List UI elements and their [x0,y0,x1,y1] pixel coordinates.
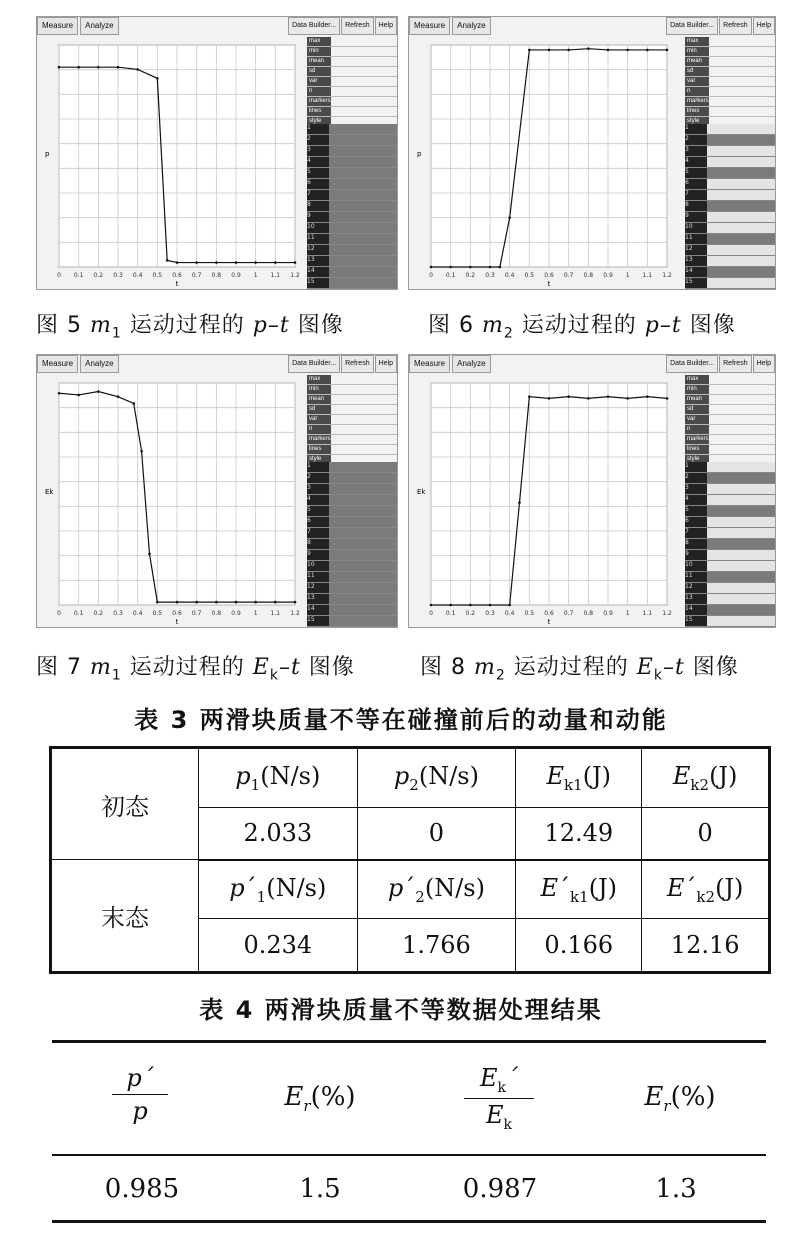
data-point [548,397,551,400]
stat-row: n [307,87,397,97]
stat-row: var [307,77,397,87]
x-tick-label: 1 [253,610,258,617]
data-point [567,395,570,398]
table-row[interactable]: 13 [307,256,397,267]
x-tick-label: 0.2 [465,610,476,617]
x-tick-label: 0.2 [465,272,476,279]
table-row[interactable]: 7 [685,528,775,539]
data-point [77,394,80,397]
table-row[interactable]: 15 [685,616,775,627]
error-header-1: $E_r(\%)$ [284,1082,356,1116]
x-tick-label: 0.1 [445,272,456,279]
x-tick-label: 0.7 [563,610,574,617]
p-t-plot-m2 [409,35,677,289]
data-point [469,266,472,269]
data-point [587,397,590,400]
data-point [58,392,61,395]
data-point [136,68,139,71]
table-row[interactable]: 11 [307,234,397,245]
option-row[interactable]: lines [685,107,775,117]
table-row[interactable]: 5 [685,506,775,517]
table-row[interactable]: 2 [685,135,775,146]
refresh-button[interactable]: Refresh [341,17,374,35]
y-axis-label: p [45,150,50,158]
data-point [274,261,277,264]
table-row[interactable]: 7 [307,528,397,539]
stat-row: min [685,385,775,395]
y-axis-label: Ek [45,488,54,496]
x-tick-label: 1.2 [662,272,672,279]
header-cell: $p´_1(N/s)$ [199,860,358,919]
header-cell: $E_{k2}(J)$ [642,748,770,808]
table-row[interactable]: 4 [307,495,397,506]
stat-row: max [307,375,397,385]
data-point [235,261,238,264]
x-tick-label: 0.7 [191,610,202,617]
table-3 [49,746,771,974]
data-point [646,49,649,52]
stat-row: sd [307,67,397,77]
table-row[interactable]: 13 [685,256,775,267]
x-tick-label: 1.1 [270,610,281,617]
table-row[interactable]: 10 [307,561,397,572]
table-row[interactable]: 3 [685,146,775,157]
stat-row: sd [307,405,397,415]
data-point [156,601,159,604]
table-row[interactable]: 3 [685,484,775,495]
table-row[interactable]: 2 [307,135,397,146]
data-point [518,501,521,504]
x-tick-label: 0.5 [152,610,163,617]
y-axis-label: p [417,150,422,158]
x-tick-label: 0.4 [504,610,515,617]
table-row[interactable]: 9 [307,212,397,223]
table-row[interactable]: 11 [685,572,775,583]
table-row[interactable]: 2 [685,473,775,484]
header-cell: $E_{k1}(J)$ [516,748,642,808]
x-tick-label: 0.6 [172,610,182,617]
x-tick-label: 0.7 [563,272,574,279]
data-point [508,604,511,607]
table-row[interactable]: 14 [685,605,775,616]
x-tick-label: 0.1 [73,272,84,279]
data-point [77,66,80,69]
table-row[interactable]: 8 [685,201,775,212]
x-tick-label: 0 [57,272,61,279]
x-tick-label: 1 [625,610,630,617]
table-row[interactable]: 7 [685,190,775,201]
table-4-title: 表 4 两滑块质量不等数据处理结果 [199,996,603,1024]
data-side-panel [685,37,775,289]
header-cell: $p´_2(N/s)$ [357,860,516,919]
data-side-panel [685,375,775,627]
table-4-top-rule [52,1040,766,1043]
figure-6-caption: 图 6 $m_2$ 运动过程的 p–t 图像 [428,313,736,342]
x-tick-label: 0.5 [524,610,535,617]
x-tick-label: 0.2 [93,610,104,617]
table-row[interactable]: 8 [685,539,775,550]
data-point [235,601,238,604]
data-point [528,49,531,52]
stat-row: sd [685,405,775,415]
value-cell: 2.033 [199,807,358,860]
data-point [666,397,669,400]
option-row[interactable]: lines [307,107,397,117]
data-point [548,49,551,52]
option-row[interactable]: style [685,117,775,127]
data-point [254,261,257,264]
error-header-2: $E_r(\%)$ [644,1082,716,1116]
stat-row: min [307,47,397,57]
stat-row: mean [685,57,775,67]
option-row[interactable]: lines [307,445,397,455]
help-button[interactable]: Help [753,17,775,35]
data-point [58,66,61,69]
option-row[interactable]: markers [307,97,397,107]
stat-row: max [685,375,775,385]
table-row[interactable]: 14 [307,267,397,278]
x-tick-label: 0.5 [152,272,163,279]
ratio-ek-header: $E_k´$ $E_k$ [464,1064,534,1133]
table-row[interactable]: 4 [685,495,775,506]
table-row[interactable]: 6 [307,517,397,528]
data-point [626,397,629,400]
data-point [646,395,649,398]
option-row[interactable]: markers [685,435,775,445]
data-side-panel [307,37,397,289]
help-button[interactable]: Help [753,355,775,373]
x-tick-label: 0.4 [132,610,143,617]
x-tick-label: 0 [57,610,61,617]
x-tick-label: 0.3 [485,272,495,279]
option-row[interactable]: style [307,117,397,127]
x-tick-label: 0.1 [445,610,456,617]
table-row[interactable]: 10 [685,223,775,234]
stat-row: min [685,47,775,57]
figure-7-caption: 图 7 $m_1$ 运动过程的 $E_k-t$ 图像 [36,655,355,684]
table-row[interactable]: 2 [307,473,397,484]
x-tick-label: 1.1 [642,272,653,279]
x-tick-label: 0.9 [231,272,241,279]
table-row[interactable]: 9 [685,212,775,223]
x-tick-label: 1 [625,272,630,279]
x-tick-label: 0.8 [211,272,222,279]
value-cell: 1.5 [299,1174,341,1204]
data-point [195,601,198,604]
table-row[interactable]: 5 [307,506,397,517]
header-cell: $E´_{k2}(J)$ [642,860,770,919]
data-point [215,601,218,604]
value-cell: 0.985 [104,1174,180,1204]
table-row[interactable]: 11 [685,234,775,245]
data-point [117,66,120,69]
data-builder-button[interactable]: Data Builder... [288,17,340,35]
data-point [254,601,257,604]
stat-row: max [685,37,775,47]
stat-row: var [307,415,397,425]
x-tick-label: 0.3 [113,272,123,279]
value-cell: 0.166 [516,919,642,973]
x-axis-label: t [175,280,179,288]
stat-row: min [307,385,397,395]
x-tick-label: 0.3 [485,610,495,617]
option-row[interactable]: markers [685,97,775,107]
x-tick-label: 0.9 [603,610,613,617]
data-point [430,266,433,269]
table-row[interactable]: 4 [685,157,775,168]
stat-row: mean [307,395,397,405]
table-row[interactable]: 8 [307,539,397,550]
data-point [430,604,433,607]
table-row[interactable]: 12 [307,245,397,256]
data-point [97,66,100,69]
table-row[interactable]: 5 [307,168,397,179]
data-point [176,601,179,604]
x-tick-label: 1.2 [662,610,672,617]
table-row[interactable]: 12 [685,245,775,256]
data-point [215,261,218,264]
measure-tab[interactable]: Measure [37,17,78,35]
data-point [449,266,452,269]
data-point [176,261,179,264]
analyze-tab[interactable]: Analyze [80,17,118,35]
table-row[interactable]: 10 [685,561,775,572]
x-tick-label: 1.1 [642,610,653,617]
data-point [140,450,143,453]
x-axis-label: t [547,618,551,626]
table-4-mid-rule [52,1154,766,1156]
data-point [607,395,610,398]
header-cell: $p_1(N/s)$ [199,748,358,808]
table-row[interactable]: 1 [685,462,775,473]
figure-5-screenshot [36,16,398,290]
data-point [156,77,159,80]
figure-5-caption: 图 5 $m_1$ 运动过程的 p–t 图像 [36,313,344,342]
initial-state-label: 初态 [51,748,199,860]
help-button[interactable]: Help [375,17,397,35]
header-cell: $E´_{k1}(J)$ [516,860,642,919]
data-point [294,261,297,264]
data-point [607,49,610,52]
table-row[interactable]: 12 [307,583,397,594]
table-row[interactable]: 13 [685,594,775,605]
header-cell: $p_2(N/s)$ [357,748,516,808]
data-point [666,49,669,52]
data-point [508,216,511,219]
figure-6-screenshot [408,16,776,290]
x-tick-label: 0.4 [132,272,143,279]
x-axis-label: t [175,618,179,626]
refresh-button[interactable]: Refresh [719,17,752,35]
stat-row: n [307,425,397,435]
table-3-title: 表 3 两滑块质量不等在碰撞前后的动量和动能 [134,706,668,734]
ek-t-plot-m2 [409,373,677,627]
value-cell: 0 [357,807,516,860]
refresh-button[interactable]: Refresh [341,355,374,373]
stat-row: mean [685,395,775,405]
x-tick-label: 0.6 [172,272,182,279]
measure-tab[interactable]: Measure [409,355,450,373]
data-point [294,601,297,604]
table-row[interactable]: 3 [307,146,397,157]
data-point [449,604,452,607]
option-row[interactable]: style [685,455,775,465]
value-cell: 0.234 [199,919,358,973]
p-t-plot-m1 [37,35,305,289]
option-row[interactable]: style [307,455,397,465]
table-row[interactable]: 15 [307,278,397,289]
table-row[interactable]: 14 [685,267,775,278]
table-row[interactable]: 6 [685,517,775,528]
stat-row: n [685,425,775,435]
table-row[interactable]: 1 [307,462,397,473]
option-row[interactable]: markers [307,435,397,445]
figure-7-screenshot [36,354,398,628]
table-row[interactable]: 7 [307,190,397,201]
x-tick-label: 0.4 [504,272,515,279]
figure-8-caption: 图 8 $m_2$ 运动过程的 $E_k-t$ 图像 [420,655,739,684]
value-cell: 1.3 [655,1174,697,1204]
data-builder-button[interactable]: Data Builder... [666,355,718,373]
table-4-bottom-rule [52,1220,766,1223]
x-axis-label: t [547,280,551,288]
x-tick-label: 0.1 [73,610,84,617]
value-cell: 0.987 [462,1174,538,1204]
data-point [274,601,277,604]
data-point [499,266,502,269]
data-point [626,49,629,52]
table-row[interactable]: 4 [307,157,397,168]
data-builder-button[interactable]: Data Builder... [288,355,340,373]
table-row[interactable]: 14 [307,605,397,616]
ek-t-plot-m1 [37,373,305,627]
stat-row: max [307,37,397,47]
value-cell: 1.766 [357,919,516,973]
analyze-tab[interactable]: Analyze [452,17,490,35]
x-tick-label: 1.2 [290,610,300,617]
x-tick-label: 0.2 [93,272,104,279]
x-tick-label: 0.8 [583,610,594,617]
table-row[interactable]: 10 [307,223,397,234]
stat-row: sd [685,67,775,77]
x-tick-label: 0.9 [603,272,613,279]
table-row[interactable]: 6 [307,179,397,190]
help-button[interactable]: Help [375,355,397,373]
x-tick-label: 0.3 [113,610,123,617]
table-row[interactable]: 8 [307,201,397,212]
x-tick-label: 0.6 [544,272,554,279]
data-point [567,49,570,52]
x-tick-label: 0.8 [211,610,222,617]
x-tick-label: 0 [429,272,433,279]
y-axis-label: Ek [417,488,426,496]
table-row[interactable]: 6 [685,179,775,190]
data-point [117,395,120,398]
table-row[interactable]: 11 [307,572,397,583]
x-tick-label: 1.1 [270,272,281,279]
data-builder-button[interactable]: Data Builder... [666,17,718,35]
x-tick-label: 0.5 [524,272,535,279]
value-cell: 12.16 [642,919,770,973]
table-row[interactable]: 13 [307,594,397,605]
measure-tab[interactable]: Measure [37,355,78,373]
table-row[interactable]: 12 [685,583,775,594]
table-row[interactable]: 1 [307,124,397,135]
final-state-label: 末态 [51,860,199,973]
x-tick-label: 0.7 [191,272,202,279]
x-tick-label: 0.9 [231,610,241,617]
x-tick-label: 1.2 [290,272,300,279]
stat-row: var [685,415,775,425]
data-side-panel [307,375,397,627]
stat-row: n [685,87,775,97]
analyze-tab[interactable]: Analyze [452,355,490,373]
table-row[interactable]: 5 [685,168,775,179]
option-row[interactable]: lines [685,445,775,455]
table-row[interactable]: 1 [685,124,775,135]
stat-row: mean [307,57,397,67]
ratio-p-header: p´ p [112,1064,168,1125]
data-point [195,261,198,264]
data-point [489,266,492,269]
x-tick-label: 0.8 [583,272,594,279]
x-tick-label: 1 [253,272,258,279]
x-tick-label: 0 [429,610,433,617]
data-point [489,604,492,607]
data-point [97,390,100,393]
table-row[interactable]: 3 [307,484,397,495]
value-cell: 0 [642,807,770,860]
figure-8-screenshot [408,354,776,628]
stat-row: var [685,77,775,87]
data-point [132,402,135,405]
measure-tab[interactable]: Measure [409,17,450,35]
x-tick-label: 0.6 [544,610,554,617]
table-row[interactable]: 15 [685,278,775,289]
table-row[interactable]: 9 [307,550,397,561]
data-point [148,552,151,555]
analyze-tab[interactable]: Analyze [80,355,118,373]
value-cell: 12.49 [516,807,642,860]
data-point [528,395,531,398]
data-point [166,259,169,262]
data-point [587,47,590,50]
refresh-button[interactable]: Refresh [719,355,752,373]
table-row[interactable]: 9 [685,550,775,561]
table-row[interactable]: 15 [307,616,397,627]
data-point [469,604,472,607]
